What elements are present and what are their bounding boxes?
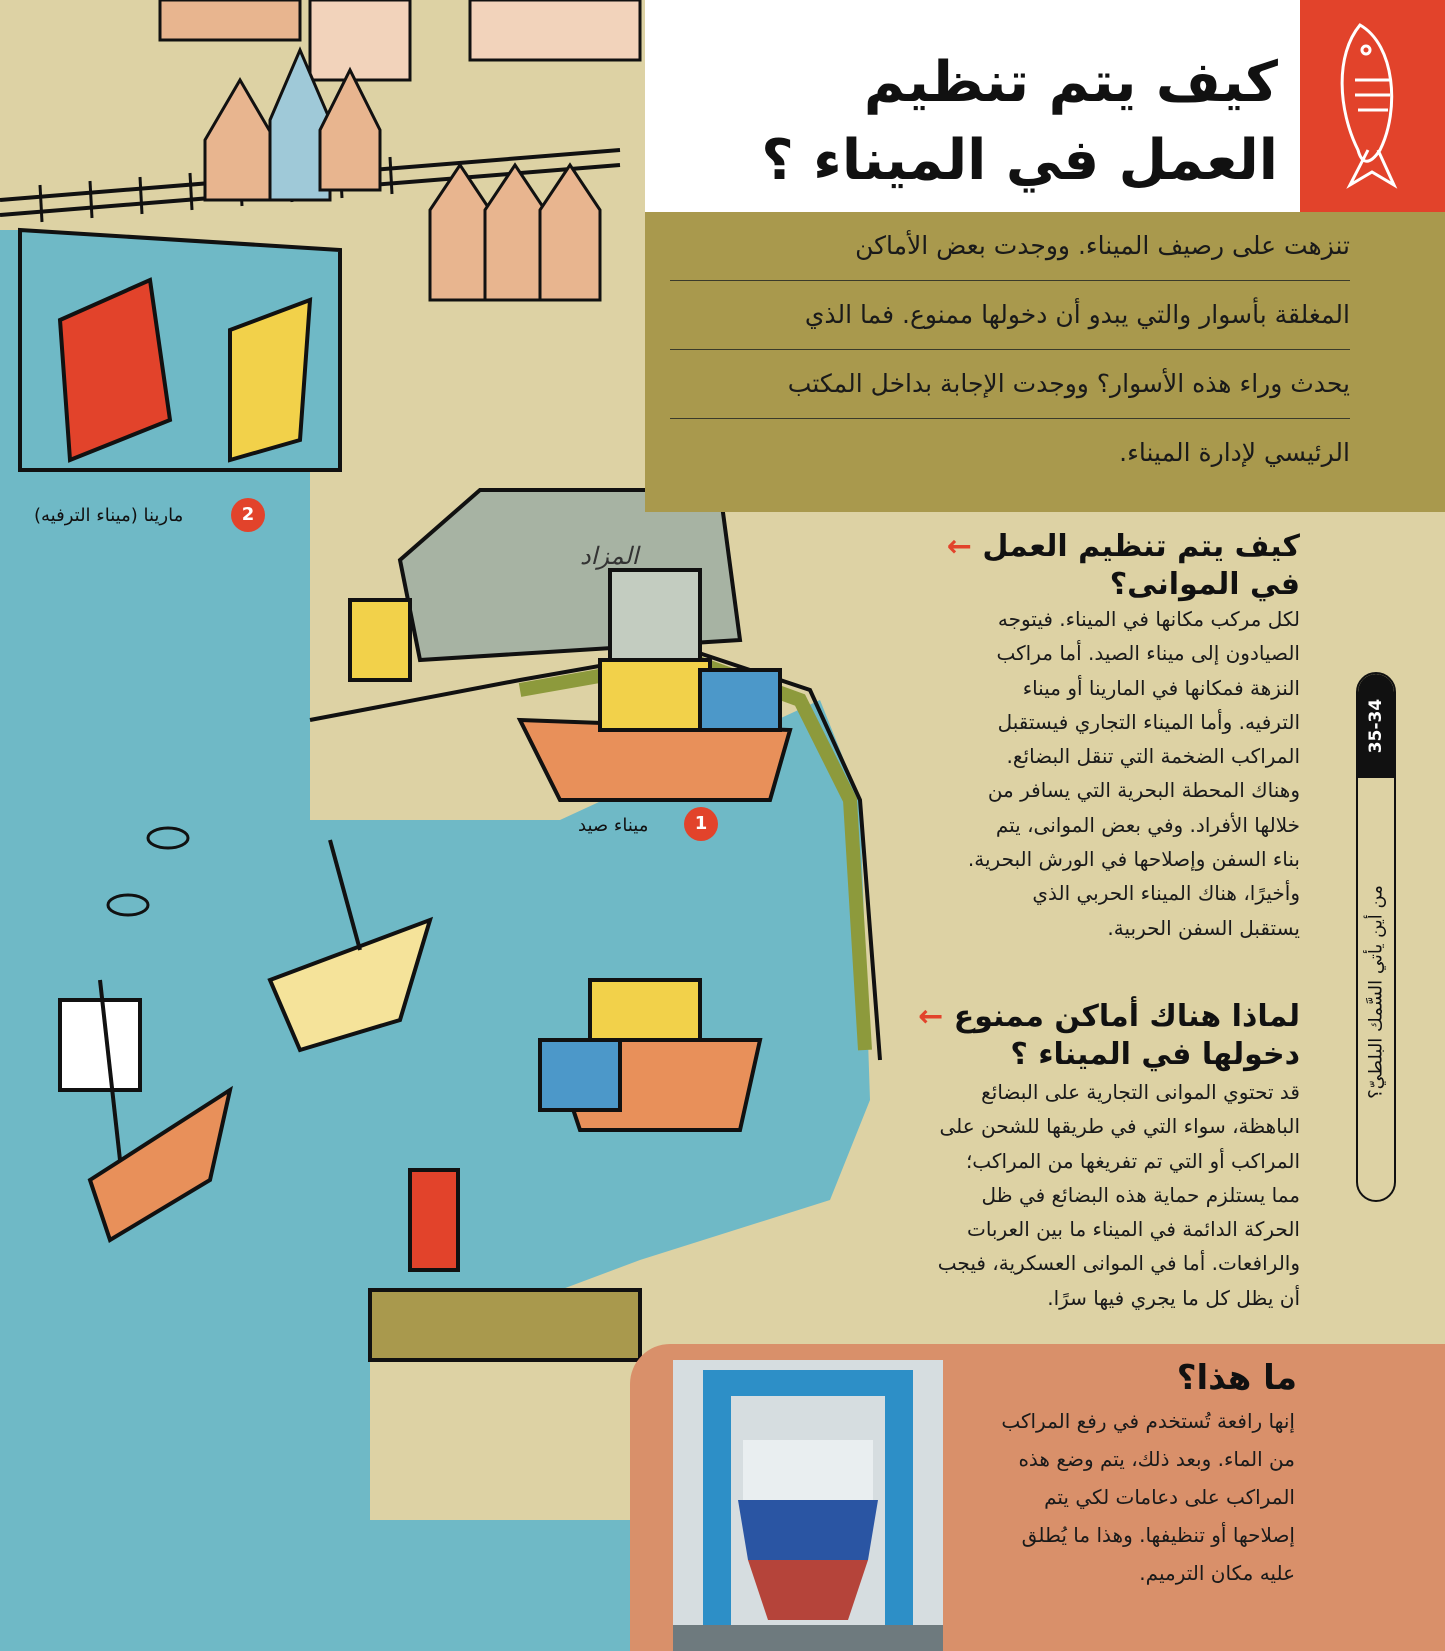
side-tab-pages-text: 35-34 [1366, 698, 1386, 754]
section1-line: خلالها الأفراد. وفي بعض الموانى، يتم [995, 812, 1300, 837]
section2-line: والرافعات. أما في الموانى العسكرية، فيجب [937, 1251, 1300, 1276]
side-tab[interactable] [1356, 672, 1396, 1202]
section1-heading-line1: كيف يتم تنظيم العمل [982, 529, 1300, 564]
section2-line: الحركة الدائمة في الميناء ما بين العربات [966, 1217, 1300, 1242]
what-is-this-line: من الماء. وبعد ذلك، يتم وضع هذه [1018, 1447, 1295, 1471]
section1-line: يستقبل السفن الحربية. [1107, 915, 1300, 940]
section1-line: بناء السفن وإصلاحها في الورش البحرية. [967, 847, 1300, 872]
section2-body [860, 1075, 1300, 1315]
marina-number-badge: 2 [231, 498, 265, 532]
intro-line: المغلقة بأسوار والتي يبدو أن دخولها ممنوع. فما الذي [670, 281, 1350, 350]
intro-line: الرئيسي لإدارة الميناء. [1119, 438, 1350, 467]
section1-heading-line2: في الموانى؟ [1109, 567, 1300, 602]
auction-warehouse [350, 490, 740, 680]
boat-lift-photo [673, 1360, 943, 1651]
section1-line: وهناك المحطة البحرية التي يسافر من [987, 778, 1300, 803]
section1-body [880, 602, 1300, 945]
what-is-this-line: إصلاحها أو تنظيفها. وهذا ما يُطلق [1021, 1523, 1295, 1547]
title-line-2: العمل في الميناء ؟ [761, 128, 1278, 193]
intro-box [645, 212, 1445, 512]
arrow-left-icon: ← [918, 999, 954, 1034]
section2-heading [880, 998, 1300, 1074]
section2-line: مما يستلزم حماية هذه البضائع في ظل [981, 1182, 1300, 1207]
section2-line: الباهظة، سواء التي في طريقها للشحن على [939, 1114, 1300, 1139]
section2-heading-line1: لماذا هناك أماكن ممنوع [953, 999, 1300, 1034]
fish-icon [1300, 0, 1445, 212]
section2-line: أن يظل كل ما يجري فيها سرًا. [1047, 1285, 1300, 1310]
section1-line: وأخيرًا، هناك الميناء الحربي الذي [1032, 881, 1300, 906]
fishing-number-badge: 1 [684, 807, 718, 841]
section1-line: الصيادون إلى ميناء الصيد. أما مراكب [996, 641, 1300, 666]
section1-line: لكل مركب مكانها في الميناء. فيتوجه [997, 607, 1300, 631]
what-is-this-title: ما هذا؟ [1176, 1358, 1297, 1398]
fishing-port-label: ميناء صيد [578, 815, 649, 836]
intro-line: تنزهت على رصيف الميناء. ووجدت بعض الأماكن [670, 212, 1350, 281]
section1-heading [900, 528, 1300, 604]
what-is-this-line: المراكب على دعامات لكي يتم [1044, 1485, 1295, 1509]
section1-line: الترفيه. وأما الميناء التجاري فيستقبل [997, 709, 1300, 734]
section1-line: المراكب الضخمة التي تنقل البضائع. [1006, 744, 1300, 769]
section2-line: قد تحتوي الموانى التجارية على البضائع [981, 1080, 1300, 1104]
side-tab-text: من أين يأتي السَّمك البلطيّ؟ [1365, 885, 1387, 1099]
what-is-this-line: عليه مكان الترميم. [1139, 1561, 1295, 1585]
auction-label: المزاد [580, 542, 639, 570]
what-is-this-line: إنها رافعة تُستخدم في رفع المراكب [1001, 1409, 1295, 1433]
section2-line: المراكب أو التي تم تفريغها من المراكب؛ [965, 1148, 1300, 1173]
arrow-left-icon: ← [946, 529, 983, 564]
fish-badge [1300, 0, 1445, 212]
what-is-this-body [965, 1402, 1295, 1592]
section2-heading-line2: دخولها في الميناء ؟ [1010, 1037, 1300, 1072]
intro-line: يحدث وراء هذه الأسوار؟ ووجدت الإجابة بداخل المكتب [670, 350, 1350, 419]
title-box [645, 0, 1300, 212]
side-tab-pages [1358, 674, 1394, 778]
page-title [668, 44, 1278, 200]
title-line-1: كيف يتم تنظيم [863, 50, 1278, 115]
section1-line: النزهة فمكانها في المارينا أو ميناء [1022, 675, 1300, 700]
marina-label: مارينا (ميناء الترفيه) [34, 505, 184, 526]
